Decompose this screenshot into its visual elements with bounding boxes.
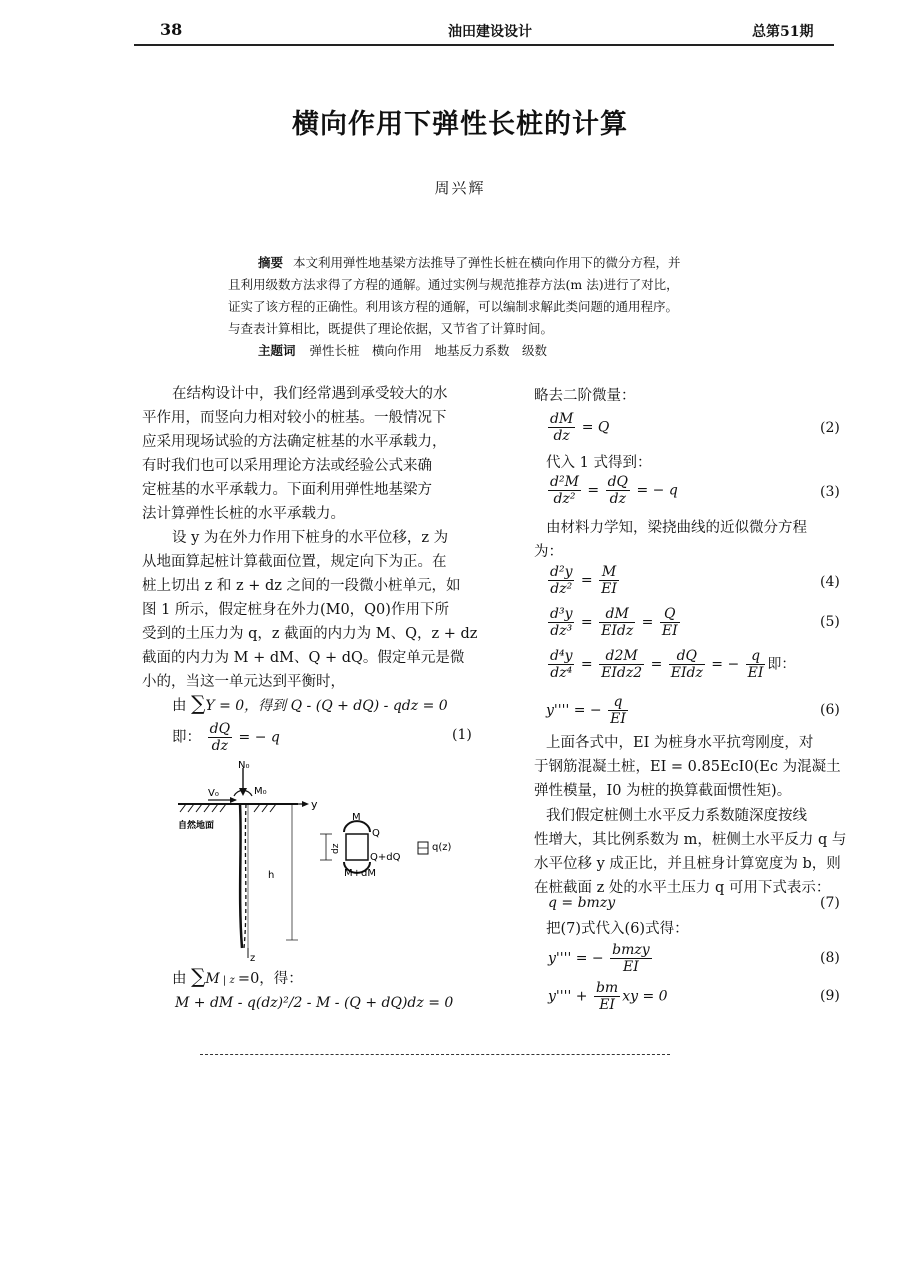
intro-line: 法计算弹性长桩的水平承载力。 [142,506,345,522]
right-line: 略去二阶微量： [534,388,636,404]
equation-9: y'''' + $\frac{bm}{EI}$ xy = 0 [548,980,668,1013]
label-y: y [311,798,318,811]
intro-line: 定桩基的水平承载力。下面利用弹性地基梁方 [142,482,432,498]
equation-number: (4) [820,574,840,590]
equation-number: (9) [820,988,840,1004]
intro-line: 平作用，而竖向力相对较小的桩基。一般情况下 [142,410,447,426]
ei-line: 上面各式中，EI 为桩身水平抗弯刚度，对 [546,735,814,751]
equation-number: (5) [820,614,840,630]
label-M: M [352,812,361,823]
equation-number: (8) [820,950,840,966]
equation-6: y'''' = − $\frac{q}{EI}$ [546,694,626,727]
eq-prefix: 即： [172,729,201,746]
abstract-line: 本文利用弹性地基梁方法推导了弹性长桩在横向作用下的微分方程，并 [293,255,681,270]
equation-1: 即： $\frac{dQ}{dz}$ = − q [172,721,280,754]
m-line: 我们假定桩侧土水平反力系数随深度按线 [546,808,807,824]
moment-equilibrium: 由 ∑M | z =0，得： [172,964,303,988]
right-line: 由材料力学知，梁挠曲线的近似微分方程 [546,520,807,536]
equation-number: (7) [820,895,840,911]
setup-line: 设 y 为在外力作用下桩身的水平位移，z 为 [172,530,449,546]
right-line: 把(7)式代入(6)式得： [546,921,689,937]
setup-line: 从地面算起桩计算截面位置，规定向下为正。在 [142,554,447,570]
label-M0: M₀ [254,786,267,797]
equation-4: $\frac{\text{d²y}}{\text{dz²}}$ = $\frac{M}{EI}$ [550,564,617,597]
header-rule [134,44,834,46]
label-V0: V₀ [208,788,219,799]
setup-line: 桩上切出 z 和 z + dz 之间的一段微小桩单元，如 [142,578,461,594]
paper-title: 横向作用下弹性长桩的计算 [292,109,628,140]
abstract [228,252,768,362]
eq-prefix: 由 [172,698,187,714]
label-z: z [250,953,256,964]
setup-line: 小的，当这一单元达到平衡时， [142,674,345,690]
left-column [142,382,492,694]
abstract-line: 证实了该方程的正确性。利用该方程的通解，可以编制求解此类问题的通用程序。 [228,299,679,314]
equation-8: y'''' = − $\frac{\text{bmzy}}{EI}$ [548,942,650,975]
right-paragraph-ei [534,731,854,803]
label-h: h [268,870,275,881]
footer-rule [200,1054,670,1056]
label-MdM: M+dM [344,868,376,879]
equation-number: (1) [452,727,472,743]
abstract-line: 与查表计算相比，既提供了理论依据，又节省了计算时间。 [228,321,554,336]
sum-m: M [205,971,220,987]
abstract-line: 且利用级数方法求得了方程的通解。通过实例与规范推荐方法(m 法)进行了对比， [228,277,679,292]
sum-tail: =0，得： [237,971,303,987]
journal-name: 油田建设设计 [448,24,532,40]
m-line: 在桩截面 z 处的水平土压力 q 可用下式表示： [534,880,831,896]
intro-line: 有时我们也可以采用理论方法或经验公式来确 [142,458,432,474]
equation-7: q = bmzy [548,895,616,911]
label-dz: dz [331,843,341,854]
eq-prefix: 由 [172,971,187,987]
equation-1-sum: 由 ∑Y = 0，得到 Q - (Q + dQ) - qdz = 0 [172,691,448,715]
ei-line: 弹性模量，I0 为桩的换算截面惯性矩)。 [534,783,792,799]
equation-3: $\frac{\text{d²M}}{\text{dz²}}$ = $\frac{dQ}{dz}$ = − q [550,474,678,507]
m-line: 水平位移 y 成正比，并且桩身计算宽度为 b，则 [534,856,841,872]
intro-line: 应采用现场试验的方法确定桩基的水平承载力， [142,434,447,450]
setup-line: 受到的土压力为 q，z 截面的内力为 M、Q，z + dz [142,626,478,642]
right-line: 代入 1 式得到： [546,455,652,471]
eq1-body: Y = 0，得到 Q - (Q + dQ) - qdz = 0 [205,698,448,714]
keywords: 弹性长桩 横向作用 地基反力系数 级数 [309,343,548,358]
right-line: 为： [534,544,563,560]
issue-number: 总第51期 [752,24,814,40]
intro-line: 在结构设计中，我们经常遇到承受较大的水 [172,386,448,402]
equation-number: (2) [820,420,840,436]
setup-line: 图 1 所示，假定桩身在外力(M0，Q0)作用下所 [142,602,449,618]
equation-number: (6) [820,702,840,718]
setup-line: 截面的内力为 M + dM、Q + dQ。假定单元是微 [142,650,465,666]
eq-ji: 即： [767,656,796,673]
label-ground: 自然地面 [178,821,215,831]
m-line: 性增大，其比例系数为 m，桩侧土水平反力 q 与 [534,832,847,848]
right-paragraph-m [534,804,854,900]
page-number: 38 [160,20,183,39]
author-name: 周兴辉 [434,179,486,197]
ei-line: 于钢筋混凝土桩，EI = 0.85EcI0(Ec 为混凝土 [534,759,841,775]
label-QdQ: Q+dQ [370,852,401,863]
moment-equation: M + dM - q(dz)²/2 - M - (Q + dQ)dz = 0 [175,995,454,1011]
equation-5: $\frac{\text{d³y}}{\text{dz³}}$ = $\frac{dM}{\text{EIdz}}$ = $\frac{Q}{EI}$ [550,606,678,639]
label-Q: Q [372,828,380,839]
equation-number: (3) [820,484,840,500]
equation-2: $\frac{dM}{dz}$ = Q [550,411,610,444]
label-N0: N₀ [238,760,250,771]
abstract-label: 摘要 [258,255,284,270]
keywords-label: 主题词 [258,343,296,358]
equation-fourth-derivative: $\frac{\text{d⁴y}}{\text{dz⁴}}$ = $\frac{d2M}{\text{EIdz2}}$ = $\frac{dQ}{\text{EIdz}}$ = − $\frac{q}{EI}$ 即： [550,648,796,681]
label-qz: q(z) [432,842,452,853]
figure-1-pile-element [168,756,488,966]
